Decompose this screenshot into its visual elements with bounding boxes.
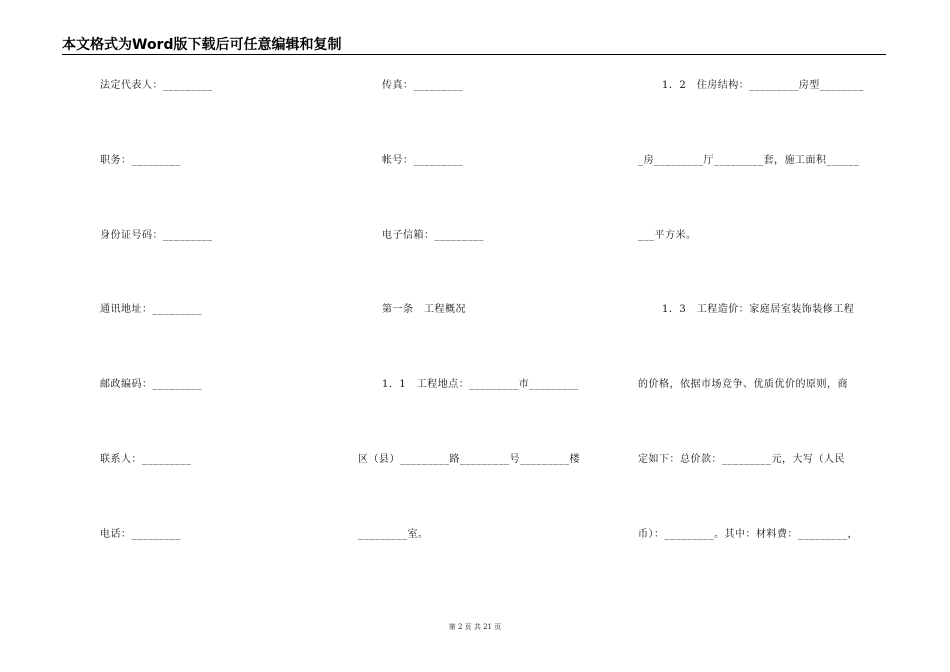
legal-representative-line: 法定代表人：_________	[100, 80, 213, 91]
page-number-footer: 第 2 页 共 21 页	[448, 623, 502, 631]
pricing-principle-line: 的价格，依据市场竞争、优质优价的原则，商	[638, 379, 848, 390]
material-cost-line: 币）：_________。其中：材料费：_________，	[638, 529, 858, 540]
email-line: 电子信箱：_________	[382, 230, 484, 241]
article-one-heading: 第一条 工程概况	[382, 304, 466, 315]
fax-line: 传真：_________	[382, 80, 463, 91]
mailing-address-line: 通讯地址：_________	[100, 304, 202, 315]
square-meters-line: ___平方米。	[638, 230, 697, 241]
id-number-line: 身份证号码：_________	[100, 230, 213, 241]
position-line: 职务：_________	[100, 155, 181, 166]
header-divider	[62, 54, 886, 55]
site-address-district-line: 区（县）_________路_________号_________楼	[358, 454, 580, 465]
total-price-line: 定如下：总价款：_________元，大写（人民	[638, 454, 845, 465]
site-address-room-line: _________室。	[358, 529, 429, 540]
account-number-line: 帐号：_________	[382, 155, 463, 166]
document-header-title: 本文格式为Word版下载后可任意编辑和复制	[62, 37, 342, 53]
contact-person-line: 联系人：_________	[100, 454, 192, 465]
site-location-line: 1．1 工程地点：_________市_________	[382, 379, 579, 390]
project-cost-line: 1．3 工程造价：家庭居室装饰装修工程	[662, 304, 855, 315]
housing-structure-line: 1．2 住房结构：_________房型________	[662, 80, 864, 91]
rooms-area-line: _房_________厅_________套，施工面积______	[638, 155, 860, 166]
phone-line: 电话：_________	[100, 529, 181, 540]
postal-code-line: 邮政编码：_________	[100, 379, 202, 390]
